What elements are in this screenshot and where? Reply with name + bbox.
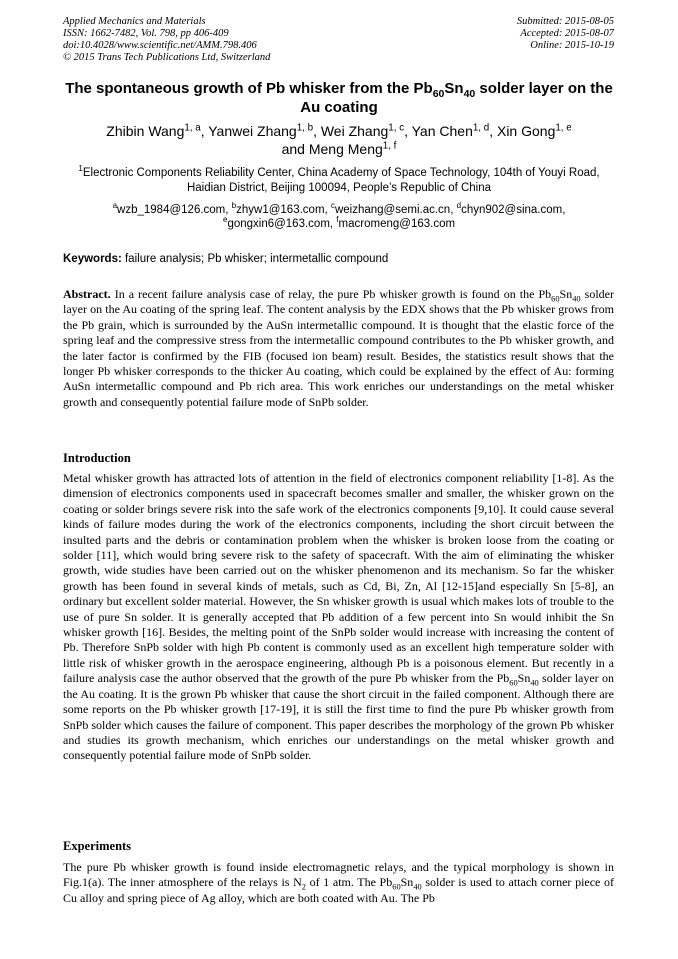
email-mark: c <box>330 201 335 211</box>
subscript: 40 <box>413 882 422 892</box>
email-mark: d <box>456 201 462 211</box>
email-sep: , <box>329 218 337 230</box>
copyright-line: © 2015 Trans Tech Publications Ltd, Switzerland <box>63 52 271 63</box>
body-text: Metal whisker growth has attracted lots of attention in the field of electronics component reliability [1-8]. As the dimension of electronics components used in spacecraft becomes smaller and smaller, the whisker grown on the coating or solder brings severe risk into the safe work of the electronics components [9,10]. It could cause several kinds of failure modes during the work of the electronics components, including the short circuit between the insulted parts and the debris or contamination problem when the whisker is broken loose from the coating or solder [11], which would bring severe risk to the safety of spacecraft. With the aim of eliminating the whisker growth, wide studies have been carried out on the whisker phenomenon and its mechanism. So far the whisker growth has been found in several kinds of metals, such as Cd, Bi, Zn, Al [12-15]and especially Sn [5-8], an ordinary but excellent solder material. However, the Sn whisker growth is usual which makes lots of trouble to the use of pure Sn solder. It is generally accepted that Pb addition of a few percent into Sn would inhibit the Sn whisker growth [16]. Besides, the melting point of the SnPb solder would increase with increasing the content of Pb. Therefore SnPb solder with high Pb content is commonly used as an excellent high temperature solder with little risk of whisker growth in the aerospace engineering, although Pb is a poisonous element. But recently in a failure analysis case the author observed that the growth of the pure Pb whisker from the Pb <box>63 471 614 686</box>
paper-title <box>58 79 620 117</box>
author-name: Yan Chen <box>411 123 473 139</box>
affiliation-mark: 1 <box>78 164 83 174</box>
title-subscript: 60 <box>432 88 445 100</box>
email-sep: , <box>324 204 331 216</box>
author-sep: , <box>200 123 209 139</box>
email-sep: , <box>225 204 232 216</box>
subscript: 60 <box>509 678 518 688</box>
author-affil-mark: 1, f <box>382 140 397 152</box>
author-name: Xin Gong <box>496 123 556 139</box>
abstract <box>63 287 614 410</box>
introduction-body <box>63 471 614 764</box>
body-text: solder layer on the Au coating. It is the grown Pb whisker that cause the short circuit in the failed component. Although there are some reports on the Pb whisker growth [17-19], it is still the first time to find the pure Pb whisker growth from SnPb solder which causes the failure of component. This paper describes the morphology of the grown Pb whisker and studies its growth mechanism, which enriches our understandings on the metal whisker growth and consequently potential failure mode of SnPb solder. <box>63 671 614 763</box>
subscript: 60 <box>551 294 560 304</box>
keywords <box>63 252 615 266</box>
author-sep: , <box>404 123 412 139</box>
title-part: solder layer on the Au coating <box>300 80 613 116</box>
author-name: Zhibin Wang <box>106 123 185 139</box>
body-text: of 1 atm. The Pb <box>305 875 393 890</box>
author-list <box>58 122 620 158</box>
email-address: gongxin6@163.com <box>227 218 330 230</box>
body-text: The pure Pb whisker growth is found inside electromagnetic relays, and the typical morphology is shown in Fig.1(a). The inner atmosphere of the relays is N <box>63 860 614 890</box>
title-part: Sn <box>444 80 464 97</box>
subscript: 40 <box>572 294 581 304</box>
body-text: Sn <box>517 671 531 686</box>
accepted-date: Accepted: 2015-08-07 <box>520 28 614 39</box>
affiliation <box>58 166 620 196</box>
email-address: chyn902@sina.com <box>461 204 563 216</box>
author-affil-mark: 1, b <box>296 122 314 134</box>
email-mark: f <box>336 215 339 225</box>
experiments-body <box>63 860 614 906</box>
email-address: wzb_1984@126.com <box>117 204 226 216</box>
abstract-label: Abstract. <box>63 287 111 301</box>
email-address: macromeng@163.com <box>338 218 456 230</box>
author-sep: , <box>313 123 321 139</box>
email-sep: , <box>562 204 566 216</box>
email-mark: b <box>231 201 237 211</box>
email-mark: e <box>222 215 228 225</box>
keywords-text: failure analysis; Pb whisker; intermetallic compound <box>121 253 389 265</box>
keywords-label: Keywords: <box>63 253 122 265</box>
author-sep: , <box>489 123 497 139</box>
title-subscript: 40 <box>463 88 476 100</box>
affiliation-text: Electronic Components Reliability Center, China Academy of Space Technology, 104th of Youyi Road, Haidian District, Beijing 100094, People’s Republic of China <box>82 167 600 194</box>
subscript: 40 <box>530 678 539 688</box>
title-part: The spontaneous growth of Pb whisker from the Pb <box>65 80 433 97</box>
online-date: Online: 2015-10-19 <box>530 40 614 51</box>
journal-header <box>63 16 270 64</box>
author-name: Yanwei Zhang <box>208 123 297 139</box>
email-list <box>58 203 620 231</box>
author-affil-mark: 1, a <box>184 122 201 134</box>
subscript: 60 <box>392 882 401 892</box>
author-affil-mark: 1, d <box>472 122 490 134</box>
author-name: Wei Zhang <box>320 123 389 139</box>
author-affil-mark: 1, c <box>388 122 405 134</box>
email-sep: , <box>450 204 457 216</box>
section-heading-introduction: Introduction <box>63 451 131 465</box>
subscript: 2 <box>301 882 306 892</box>
journal-name: Applied Mechanics and Materials <box>63 16 206 27</box>
issn-line: ISSN: 1662-7482, Vol. 798, pp 406-409 <box>63 28 229 39</box>
body-text: Sn <box>400 875 414 890</box>
author-affil-mark: 1, e <box>555 122 572 134</box>
submitted-date: Submitted: 2015-08-05 <box>516 16 614 27</box>
email-address: weizhang@semi.ac.cn <box>334 204 451 216</box>
abstract-text: solder layer on the Au coating of the spring leaf. The content analysis by the EDX shows that the Pb whisker grows from the Pb grain, which is surrounded by the AuSn intermetallic compound. It is thought that the elastic force of the spring leaf and the compressive stress from the intermetallic compound contributes to the Pb whisker growth, and the later factor is confirmed by the FIB (focused ion beam) result. Besides, the statistics result shows that the longer Pb whisker corresponds to the thicker Au coating, which could be explained by the effect of Au: forming AuSn intermetallic compound and Pb rich area. This work enriches our understandings on the metal whisker growth and consequently potential failure mode of SnPb solder. <box>63 287 614 409</box>
abstract-text: Sn <box>559 287 573 301</box>
body-text: solder is used to attach corner piece of Cu alloy and spring piece of Ag alloy, which are both coated with Au. The Pb <box>63 875 615 905</box>
abstract-text: In a recent failure analysis case of relay, the pure Pb whisker growth is found on the Pb <box>110 287 552 301</box>
email-mark: a <box>112 201 118 211</box>
author-name: and Meng Meng <box>281 141 383 157</box>
section-heading-experiments: Experiments <box>63 839 132 853</box>
email-address: zhyw1@163.com <box>236 204 325 216</box>
dates-header <box>517 16 614 52</box>
doi-line: doi:10.4028/www.scientific.net/AMM.798.406 <box>63 40 257 51</box>
